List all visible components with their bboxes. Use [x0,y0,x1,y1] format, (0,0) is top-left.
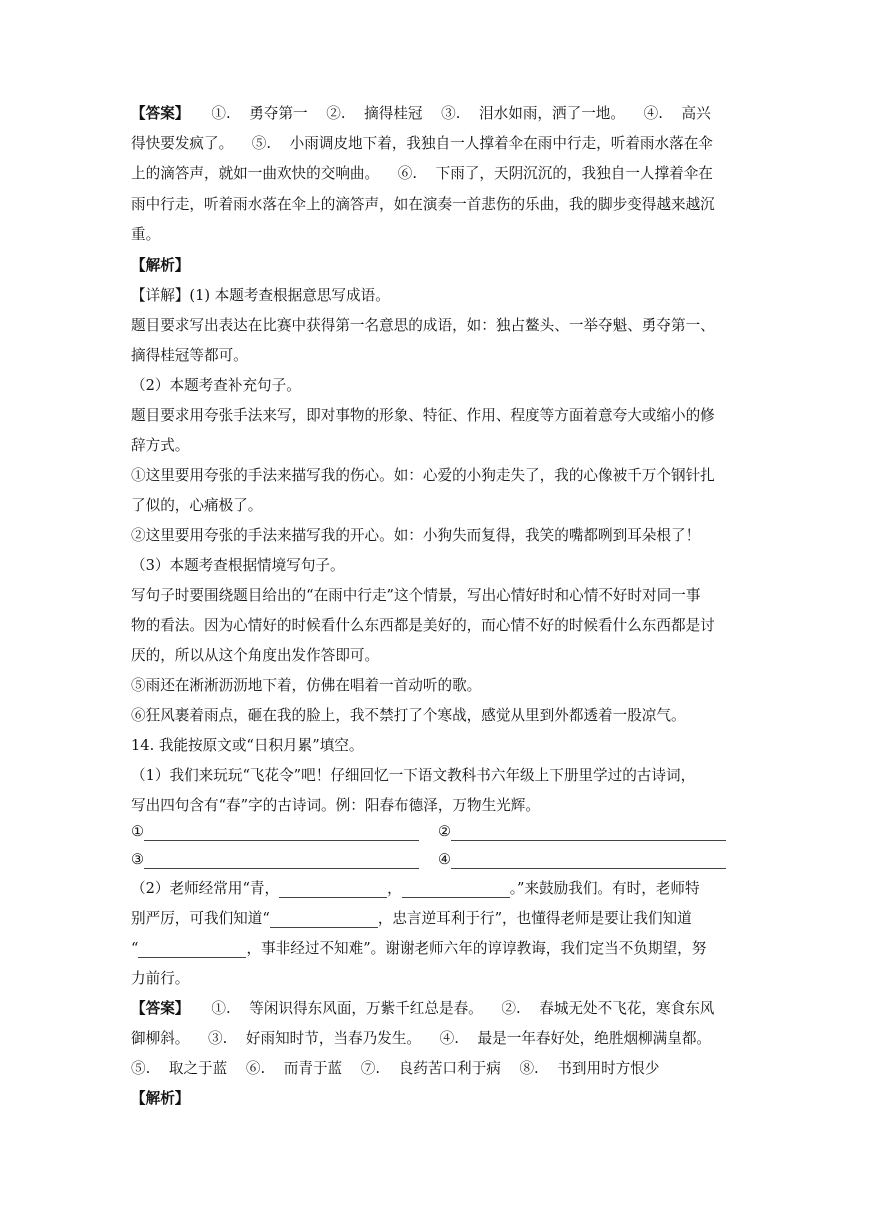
analysis-line: ⑤雨还在淅淅沥沥地下着，仿佛在唱着一首动听的歌。 [131,677,482,694]
answer-text: 得快要发疯了。 ⑤. 小雨调皮地下着，我独自一人撑着伞在雨中行走，听着雨水落在伞 [131,135,713,152]
analysis-line: 摘得桂冠等都可。 [131,347,248,364]
question-text: 别严厉，可我们知道“ ，忠言逆耳利于行”，也懂得老师是要让我们知道 [131,910,692,927]
answer-text: ⑤. 取之于蓝 ⑥. 而青于蓝 ⑦. 良药苦口利于病 ⑧. 书到用时方恨少 [131,1060,660,1077]
analysis-line: （2）本题考查补充句子。 [131,377,301,394]
answer-text: ①. 勇夺第一 ②. 摘得桂冠 ③. 泪水如雨，洒了一地。 ④. 高兴 [211,105,711,122]
analysis-line: 辞方式。 [131,437,190,454]
answer-text: 重。 [131,226,161,243]
question-text: “ ，事非经过不知难”。谢谢老师六年的谆谆教诲，我们定当不负期望，努 [131,940,707,957]
answer-text: 雨中行走，听着雨水落在伞上的滴答声，如在演奏一首悲伤的乐曲，我的脚步变得越来越沉 [131,196,715,213]
analysis-line: ⑥狂风裹着雨点，砸在我的脸上，我不禁打了个寒战，感觉从里到外都透着一股凉气。 [131,707,686,724]
analysis-line: 题目要求用夸张手法来写，即对事物的形象、特征、作用、程度等方面着意夸大或缩小的修 [131,407,715,424]
fill-line[interactable] [138,940,246,958]
answer-blank-2[interactable]: ② [438,817,726,847]
fill-line [451,823,726,841]
fill-line[interactable] [270,910,378,928]
fill-line[interactable] [402,880,510,898]
emphasis-dot-char: 春 [379,797,395,814]
analysis-label: 【解析】 [131,257,190,274]
answer-text: ①. 等闲识得东风面，万紫千红总是春。 ②. 春城无处不飞花，寒食东风 [211,1000,715,1017]
analysis-label: 【解析】 [131,1090,190,1107]
analysis-line: ①这里要用夸张的手法来描写我的伤心。如：心爱的小狗走失了，我的心像被千万个钢针扎 [131,467,715,484]
analysis-line: ②这里要用夸张的手法来描写我的开心。如：小狗失而复得，我笑的嘴都咧到耳朵根了！ [131,527,701,544]
analysis-line: （3）本题考查根据情境写句子。 [131,557,345,574]
answer-text: 上的滴答声，就如一曲欢快的交响曲。 ⑥. 下雨了，天阴沉沉的，我独自一人撑着伞在 [131,165,713,182]
fill-line [144,823,419,841]
question-text: 写出四句含有“春”字的古诗词。例：阳春布德泽，万物生光辉。 [131,797,540,814]
question-text: （1）我们来玩玩“飞花令”吧！仔细回忆一下语文教科书六年级上下册里学过的古诗词， [131,767,696,784]
analysis-line: 【详解】(1) 本题考查根据意思写成语。 [131,287,390,304]
fill-line [144,851,419,869]
fill-line [451,851,726,869]
question-text: （2）老师经常用“青， ， 。”来鼓励我们。有时，老师特 [131,880,700,897]
question-text: 力前行。 [131,970,190,987]
analysis-line: 物的看法。因为心情好的时候看什么东西都是美好的，而心情不好的时候看什么东西都是讨 [131,617,715,634]
answer-text: 御柳斜。 ③. 好雨知时节，当春乃发生。 ④. 最是一年春好处，绝胜烟柳满皇都。 [131,1030,712,1047]
analysis-line: 厌的，所以从这个角度出发作答即可。 [131,647,380,664]
answer-label: 【答案】 [131,105,190,122]
fill-line[interactable] [279,880,387,898]
analysis-line: 写句子时要围绕题目给出的“在雨中行走”这个情景，写出心情好时和心情不好时对同一事 [131,587,701,604]
answer-blank-1[interactable]: ① [131,817,419,847]
answer-label: 【答案】 [131,1000,190,1017]
answer-block-2 [131,994,741,1024]
answer-blank-3[interactable]: ③ [131,845,419,875]
answer-block-1 [131,99,741,129]
analysis-line: 了似的，心痛极了。 [131,497,263,514]
answer-blank-4[interactable]: ④ [438,845,726,875]
analysis-line: 题目要求写出表达在比赛中获得第一名意思的成语，如：独占鳌头、一举夺魁、勇夺第一、 [131,317,715,334]
question-title: 14. 我能按原文或“日积月累”填空。 [131,737,364,754]
